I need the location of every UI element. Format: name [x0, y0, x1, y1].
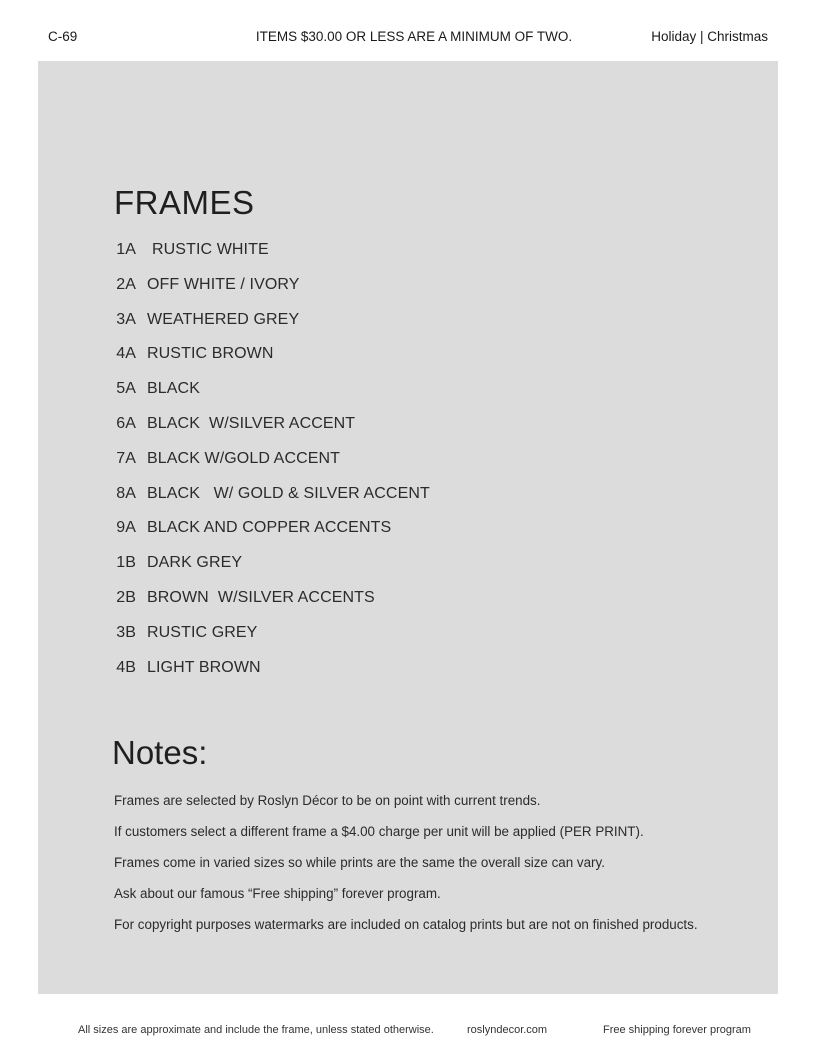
- frame-code: 6A: [116, 414, 136, 432]
- frame-option: [0, 276, 500, 311]
- frames-list: [0, 241, 500, 693]
- note-item: Ask about our famous “Free shipping” forever program.: [114, 886, 441, 901]
- frame-name: BLACK W/SILVER ACCENT: [147, 414, 356, 432]
- frame-option: [0, 589, 500, 624]
- page-code: C-69: [48, 29, 78, 44]
- frame-name: RUSTIC GREY: [147, 623, 258, 641]
- frame-option: [0, 311, 500, 346]
- frame-name: OFF WHITE / IVORY: [147, 275, 300, 293]
- frame-option: [0, 659, 500, 694]
- note-item: If customers select a different frame a $4.00 charge per unit will be applied (PER PRINT).: [114, 824, 644, 839]
- frame-option: [0, 241, 500, 276]
- frame-name: WEATHERED GREY: [147, 310, 300, 328]
- page-header: [0, 29, 816, 49]
- category-label: Holiday | Christmas: [651, 29, 768, 44]
- frame-code: 4A: [116, 345, 136, 363]
- frame-option: [0, 415, 500, 450]
- frame-name: RUSTIC WHITE: [152, 241, 269, 258]
- frame-code: 1A: [116, 241, 136, 258]
- frame-code: 4B: [116, 658, 136, 676]
- frame-option: [0, 345, 500, 380]
- frame-option: [0, 485, 500, 520]
- frame-option: [0, 519, 500, 554]
- frame-code: 7A: [116, 449, 136, 467]
- minimum-order-notice: ITEMS $30.00 OR LESS ARE A MINIMUM OF TWO.: [255, 29, 573, 44]
- frame-option: [0, 554, 500, 589]
- frame-name: RUSTIC BROWN: [147, 345, 274, 363]
- note-item: For copyright purposes watermarks are included on catalog prints but are not on finished products.: [114, 917, 698, 932]
- frame-code: 5A: [116, 380, 136, 398]
- frame-code: 2A: [116, 275, 136, 293]
- frame-code: 3B: [116, 623, 136, 641]
- frame-name: DARK GREY: [147, 554, 243, 572]
- frame-name: LIGHT BROWN: [147, 658, 261, 676]
- frame-option: [0, 380, 500, 415]
- shipping-promo: Free shipping forever program: [603, 1024, 751, 1036]
- frame-name: BLACK AND COPPER ACCENTS: [147, 519, 392, 537]
- frame-name: BLACK W/GOLD ACCENT: [147, 449, 341, 467]
- frame-code: 1B: [116, 554, 136, 572]
- frame-option: [0, 450, 500, 485]
- notes-heading: Notes:: [112, 734, 208, 771]
- frame-code: 9A: [116, 519, 136, 537]
- frame-code: 3A: [116, 310, 136, 328]
- size-disclaimer: All sizes are approximate and include the frame, unless stated otherwise.: [78, 1024, 434, 1036]
- notes-list: [114, 793, 754, 948]
- frame-name: BLACK: [147, 380, 200, 398]
- note-item: Frames come in varied sizes so while prints are the same the overall size can vary.: [114, 855, 605, 870]
- frame-name: BROWN W/SILVER ACCENTS: [147, 588, 375, 606]
- frame-code: 8A: [116, 484, 136, 502]
- note-item: Frames are selected by Roslyn Décor to be on point with current trends.: [114, 793, 541, 808]
- website-link[interactable]: roslyndecor.com: [467, 1024, 548, 1036]
- frames-heading: FRAMES: [114, 184, 255, 221]
- frame-name: BLACK W/ GOLD & SILVER ACCENT: [147, 484, 430, 502]
- frame-option: [0, 624, 500, 659]
- frame-code: 2B: [116, 588, 136, 606]
